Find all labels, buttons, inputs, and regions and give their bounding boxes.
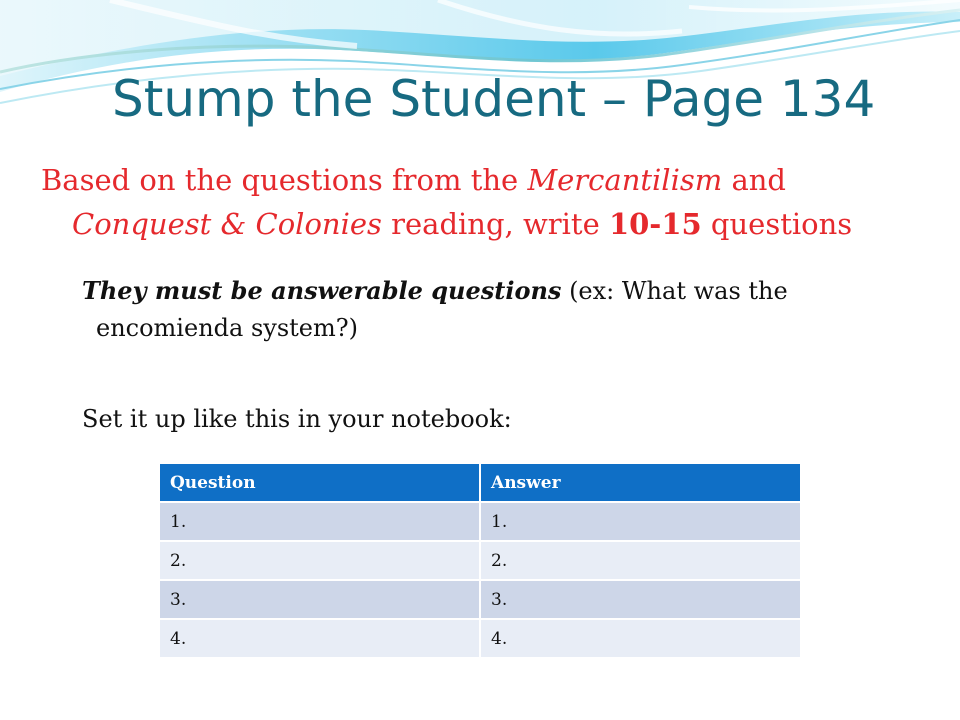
table-row	[160, 502, 801, 541]
answerable-questions-emphasis: They must be answerable questions	[82, 276, 562, 305]
assignment-instruction	[41, 158, 921, 246]
answer-cell: 3.	[480, 580, 801, 619]
instruction-prefix: Based on the questions from the	[41, 163, 528, 197]
question-answer-table	[160, 464, 802, 659]
instruction-second-line	[41, 202, 921, 246]
answerable-questions-requirement	[82, 272, 902, 347]
question-cell: 1.	[160, 502, 480, 541]
question-cell: 3.	[160, 580, 480, 619]
question-column-header: Question	[160, 464, 480, 502]
question-cell: 4.	[160, 619, 480, 658]
table-row	[160, 619, 801, 658]
instruction-suffix: questions	[701, 207, 853, 241]
answer-column-header: Answer	[480, 464, 801, 502]
mercantilism-reading-title: Mercantilism	[527, 163, 723, 197]
table-header	[160, 464, 801, 502]
example-question-line-two: encomienda system?)	[96, 314, 358, 342]
answer-cell: 4.	[480, 619, 801, 658]
question-cell: 2.	[160, 541, 480, 580]
example-question-line-one: (ex: What was the	[561, 277, 788, 305]
slide-title: Stump the Student – Page 134	[112, 70, 876, 128]
table-row	[160, 580, 801, 619]
instruction-and: and	[722, 163, 786, 197]
instruction-middle: reading, write	[381, 207, 609, 241]
conquest-colonies-reading-title: Conquest & Colonies	[72, 207, 382, 241]
notebook-setup-instruction: Set it up like this in your notebook:	[82, 405, 512, 433]
table-header-row	[160, 464, 801, 502]
question-count: 10-15	[608, 207, 702, 241]
answer-cell: 2.	[480, 541, 801, 580]
answer-cell: 1.	[480, 502, 801, 541]
table-body	[160, 502, 801, 658]
table-row	[160, 541, 801, 580]
